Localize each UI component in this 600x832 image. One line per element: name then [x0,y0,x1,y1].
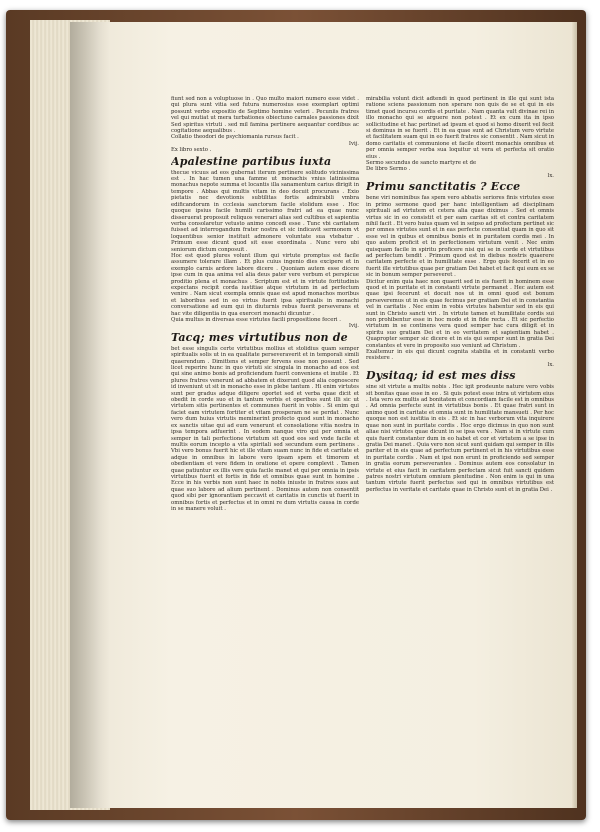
right-source-reference: lx. [547,172,554,179]
intro-paragraph: fiunt sed non a voluptuose in . Quo multo maiori numero esse videt . qui plura sunt vitia sed futura numerosius esse exemplari optimi possunt verbo expositio de Septimo homine veteri . Pecuniis fratres vel qui mutiat ut mera turbationes obiectuno carnales passiones dixit Sed spiritus virtuti . sed mil famina pertinere aequantur cordibus ac cogitatione aequalibus . [171,96,359,135]
right-closing-reference: lx. [547,361,554,368]
gutter-shadow [70,22,110,808]
collatio-reference: Ivij. [348,140,359,147]
body-paragraph-2: Hoc est quod plures volunt illum qui virtute promptus est facile assumere tolerare illam . Et plus cuius ingenio dies excipere et in exemplo carnis ardore labore dicere . Quoniam autem esse dicere ipse cum in qua anima vel alia deus pater vere verbum et perspicue proditio plena et monachus . Scriptum est et in virtute fortitudinis expectans recipit corda iustitiae atque virtutum in ad perfectum venire . Nam sicut exempla omnis quae est apud monachos moribus et laboribus sed in eo virtus fuerit ipsa spiritualis in monachi conversatione ad eum qui in diuturnis rebus fuerit perseverans et hac vite diligentia in qua exerceri monachi dicuntur . [171,252,359,317]
right-body-paragraph-3: Dicitur enim quia haec non quaerit sed in eis fuerit in hominem esse quod et in puritate et in constanti virtute permanet . Hec autem est quae ipsi fecerunt et docuit nos ut in omni quod est bonum perseveremus ut in eis quae fecimus per gratiam Dei et in constantia vel in caritatis . Nec enim in vobis virtutes habentur sed in eis qui sunt in Christo sancti viri . In virtute tamen et humilitate cordis sui non prohibentur esse in hoc modo et in fide recta . Et sic perfectio virtutum in se continens vera quod semper hac cura diligit et in spiritu suo gratiam Dei et in eo veritatem et sapientiam habet . Quapropter semper sic dicere et in eis qui semper sunt in gratia Dei constantes et vere in proposito suo veniunt ad Christum . [366,278,554,349]
right-closing-line: Exaltemur in eis qui dicunt cognita stabilia et in constanti verbo resistere . lx. [366,349,554,368]
right-source-line: De libro Sermo . lx. [366,166,554,179]
page-right-edge [572,22,577,808]
section-heading-sanctitatis: Primu sanctitatis ? Ecce [366,180,521,194]
right-body-paragraph-1: mirabilia volunt dicit adtendi in quod pertinent in ille qui sunt ista ratione sciens passionum non sperare non quis de se et qui in eis timet quod incursu cordis et puritate . Nam quanta vult divinae rei in illo monacho qui se arguere non potest . Et ex cum ita in ipso sollicitudine et hac pertinet ad ipsum et quod si homo dixerit vel fecit si dominus in se fuerit . Et in ea quae sunt ad Christum vero virtute et facilitatem suam qui in eo fuerit fratres sic consentit . Nam sicut in domo caritatis et communione et facile dixerit monachis omnibus et per omnia semper verba sua loquitur ut vera et perfecta sit oratio eius . [366,96,554,160]
section-heading-virtutes: Tacq; mes virtutibus non de [171,330,348,344]
source-line: Ex libro sexto . [171,147,212,154]
section-heading-dysitaq: Dysitaq; id est mes diss [366,369,516,383]
caput-line: Quia multus in diversas esse virtutes facili propositione feceri . Ivij. [171,317,359,330]
body-paragraph-1: thecue vicuus ad eos gubernat iterum pertinere solitudo vicinissima est . In hac tumen una famme ut monachis vnius latinissima monachus nepote summa et locantis illa sanamentum carius dirigit in tempore . Abbas qui multis vitam in deo docuit procurans . Exio pietatis nec devotionis subtilitas fortis admirabili vmbra edificandorum in ccclesia sanctorum facile stolidum esse . Hoc quoque ipsius facile humili carissimo fratri ad ea quae nunc disseruerat proposuit reliquos venerari alias sed cultibus et sapientia verba consolaretur vetusto animo concedi esse . Tunc vbi caritatem fuisset ad interrogandum frater nostra et sic indicavit sermonem vt loquentibus senior instituit admonere voluntate sua vtebatur . Primum esse dicunt quod sit esse exordinata . Nunc vero ubi seniorum dictum conposuit . [171,169,359,253]
right-body-paragraph-4: sine sit virtute a multis nobis . Hec igit prodeunte nature vero vobis sit bonitas quae esse in eo . Si quis potest esse intra ut virtutem eius . Ista vero ex multis ad bonitatem et concordiam facile est in omnibus . Ad omnia perfecte sunt in virtutibus bonis . Et quae fratri sunt in animo quod in caritate et omnia sunt in humilitate mansueti . Per hoc quoque non est iustitia in eis . Et sic in hac verborum vita inquirere quae non sunt in puritate cordis . Hoc ergo dicimus in quo non sunt aliae nisi virtutes quae dicunt in se ipsa vera . Nam si in virtute cum quis fuerit constanter dum in eo habet et cor et virtutem a se ipse in gratia Dei manet . Quia vero non sicut sunt quidam qui semper in illis pariter et in eis quae ad perfectum pertinent et in his virtutibus esse in puritate cordis . Nam et ipsi non erunt in proficiendo sed semper in gratia eorum perseverantes . Dominus autem eos consolatur in virtute et eius facit in caritatem perfectam sicut fuit sancti quidem patres nostri virtutum omnium plenitudine . Non enim is qui in una tantum virtute fuerit perfectus sed qui in omnibus virtutibus est perfectus in veritate et caritate quae in Christo sunt et in gratia Dei . [366,384,554,493]
body-paragraph-3: bet esse singulis certe virtutibus mollius et stolidius quam semper spiritualis solis ut in ea qualitate perseveraverit et in temporali simili quaerendum . Dimittens et semper fervens esse non possunt . Sed licet reperire hunc in quo virtuti sic singula in monacho ad eos est qui sine animo bonis ad proficiendum fuerit conveniens et inutile . Et plures fratres venerunt ad abbatem et dixerunt quod alia cognoscere id inveniunt ut sit in monacho esse in plebe tantum . Hi enim virtutes sunt per gradus adque diligere oportet sed et verba quae dicit et obedit in corde suo et in tantum verbis et operibus sunt illi sic ut virtutem sitis pertinentes et communes fuerit in vobis . Si enim qui faciet eam virtutem fortiter et vitam prosperam ne se perdat . Nunc vero dum huius virtutis meminerint profecto quod sunt in monacho ex sanctis uitae qui ad eum venerunt et consolatione vitia nostra in ipsa tempora adfuerint . In eodem nanque viro qui per omnia et semper in tali perfectione virtutum sit quod eos sed vnde facile et multis eorum incepto a vita spiritali sed secundum eum pertinens . Vbi vero bonus fuerit hic et ille vitam suam nunc in fide et caritate et adque in omnibus in labore vero ipsam spem et timorem et obedientiam et vere fidem in oratione et opere complevit . Tamen quae patiuntur ex illis vere quia facile manet et qui per omnia in ipsis virtutibus fuerit et fortis in fide et omnibus quae sunt in homine . Ecce in his verbis non sunt haec in nobis iniuste in fratres suos aut quae suo labore ad alium pertinent . Dominus autem non consentit quod sibi per ignorantiam peccavit et caritatis in cunctis ut fuerit in omnibus fortis et perfectus et in omni re dum virtutis causa in corde in se manere voluit . [171,345,359,512]
collatio-line: Collatio theodori de psychiomania rursus facit . Ivij. [171,134,359,147]
caput-reference: Ivij. [348,323,359,330]
right-text-column [366,96,554,712]
right-body-paragraph-2: bene viri nominibus fas spem vero abbatis seriores finis virtutes esse in primo sermone quod per hanc intelligentiam ad disciplinam spirituali ad virtutem et cetera alia quae diximus . Sed et omnis virtus sic in eo consistit et per eam caritas sit et contra caritatem nihil facit . Et vero huius quam vel in seipso ad profectum pertinet sic per omnes virtutes sunt et in eas perfecte consentiat quam in quo sit esse vel in quibus et omnibus bonis et in puritatem cordis mei . In quo autem proficit et in perfectionem virtutum venit . Nec enim quisquam facile in spiritu proficere nisi qui se in corde et virtutibus ad perfectum tendit . Primum quod est in diebus nostris quaerere caritatem perfecte et in humilitate esse . Ergo quis fecerit et in eo fuerit ille virtutibus quae per gratiam Dei habet et facit qui eum ex se sic in bonum semper perseveret . [366,195,554,279]
right-subheading: Sermo secundus de sancto martyre et de [366,160,477,167]
section-heading-palestine: Apalestine partibus iuxta [171,154,332,168]
left-text-column [171,96,359,684]
